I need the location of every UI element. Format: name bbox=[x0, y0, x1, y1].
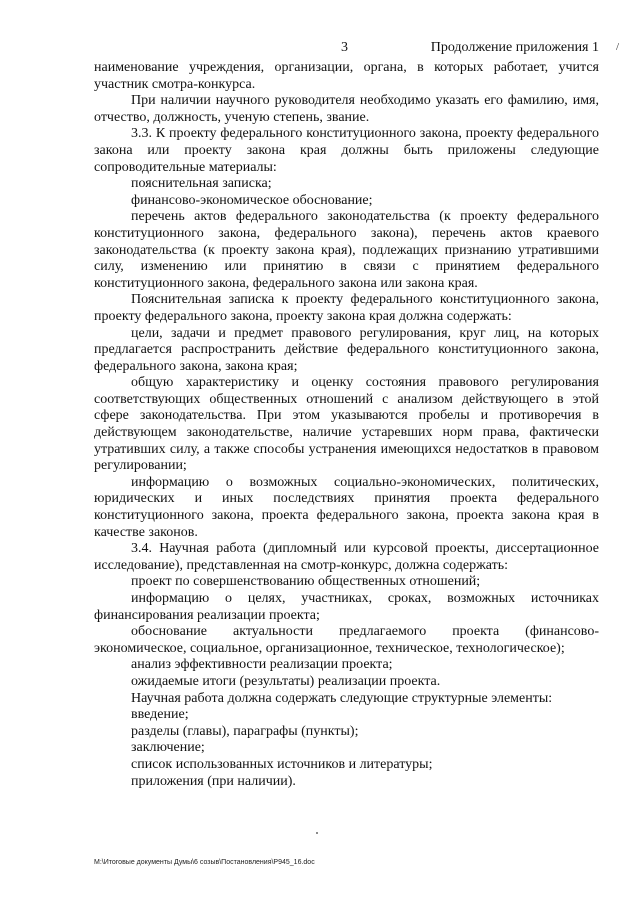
paragraph: анализ эффективности реализации проекта; bbox=[131, 657, 393, 673]
paragraph: При наличии научного руководителя необходимо указать его фамилию, имя, отчество, должность, ученую степень, звание. bbox=[94, 93, 599, 125]
paragraph: информацию о возможных социально-экономических, политических, юридических и иных последствиях принятия проекта федерального конституционного закона, проекта федерального закона, проекта закона края в качестве законов. bbox=[94, 474, 599, 540]
document-body bbox=[94, 60, 599, 790]
footer-file-path: М:\Итоговые документы Думы\6 созыв\Постановления\Р945_16.doc bbox=[94, 859, 315, 866]
paragraph: введение; bbox=[131, 707, 189, 723]
paragraph: ожидаемые итоги (результаты) реализации проекта. bbox=[131, 673, 441, 689]
paragraph: информацию о целях, участниках, сроках, возможных источниках финансирования реализации проекта; bbox=[94, 591, 599, 623]
paragraph: 3.3. К проекту федерального конституционного закона, проекту федерального закона или проекту закона края должны быть приложены следующие сопроводительные материалы: bbox=[94, 126, 599, 175]
page-number: 3 bbox=[341, 40, 348, 55]
paragraph: заключение; bbox=[131, 740, 205, 756]
paragraph: разделы (главы), параграфы (пункты); bbox=[131, 723, 359, 739]
paragraph: пояснительная записка; bbox=[131, 176, 272, 192]
scan-speck bbox=[316, 832, 318, 834]
continuation-label: Продолжение приложения 1 bbox=[430, 40, 599, 55]
paragraph: приложения (при наличии). bbox=[131, 773, 296, 789]
paragraph: финансово-экономическое обоснование; bbox=[131, 192, 373, 208]
paragraph: наименование учреждения, организации, органа, в которых работает, учится участник смотра-конкурса. bbox=[94, 60, 599, 92]
paragraph: перечень актов федерального законодательства (к проекту федерального конституционного закона, федерального закона), перечень актов краевого законодательства (к проекту закона края), подлежащих признанию утратившими силу, изменению или принятию в связи с принятием федерального конституционного закона, федерального закона или закона края. bbox=[94, 209, 599, 291]
paragraph: список использованных источников и литературы; bbox=[131, 756, 433, 772]
corner-mark: / bbox=[616, 41, 620, 53]
paragraph: проект по совершенствованию общественных отношений; bbox=[131, 574, 481, 590]
paragraph: 3.4. Научная работа (дипломный или курсовой проекты, диссертационное исследование), представленная на смотр-конкурс, должна содержать: bbox=[94, 541, 599, 573]
paragraph: цели, задачи и предмет правового регулирования, круг лиц, на которых предлагается распространить действие федерального конституционного закона, федерального закона, закона края; bbox=[94, 325, 599, 374]
paragraph: обоснование актуальности предлагаемого проекта (финансово-экономическое, социальное, организационное, техническое, технологическое); bbox=[94, 624, 599, 656]
paragraph: Научная работа должна содержать следующие структурные элементы: bbox=[131, 690, 553, 706]
paragraph: общую характеристику и оценку состояния правового регулирования соответствующих общественных отношений с анализом действующего в этой сфере законодательства. При этом указываются пробелы и противоречия в действующем законодательстве, наличие устаревших норм права, фактически утративших силу, а также способы устранения имеющихся недостатков в правовом регулировании; bbox=[94, 375, 599, 474]
paragraph: Пояснительная записка к проекту федерального конституционного закона, проекту федерального закона, проекту закона края должна содержать: bbox=[94, 292, 599, 324]
